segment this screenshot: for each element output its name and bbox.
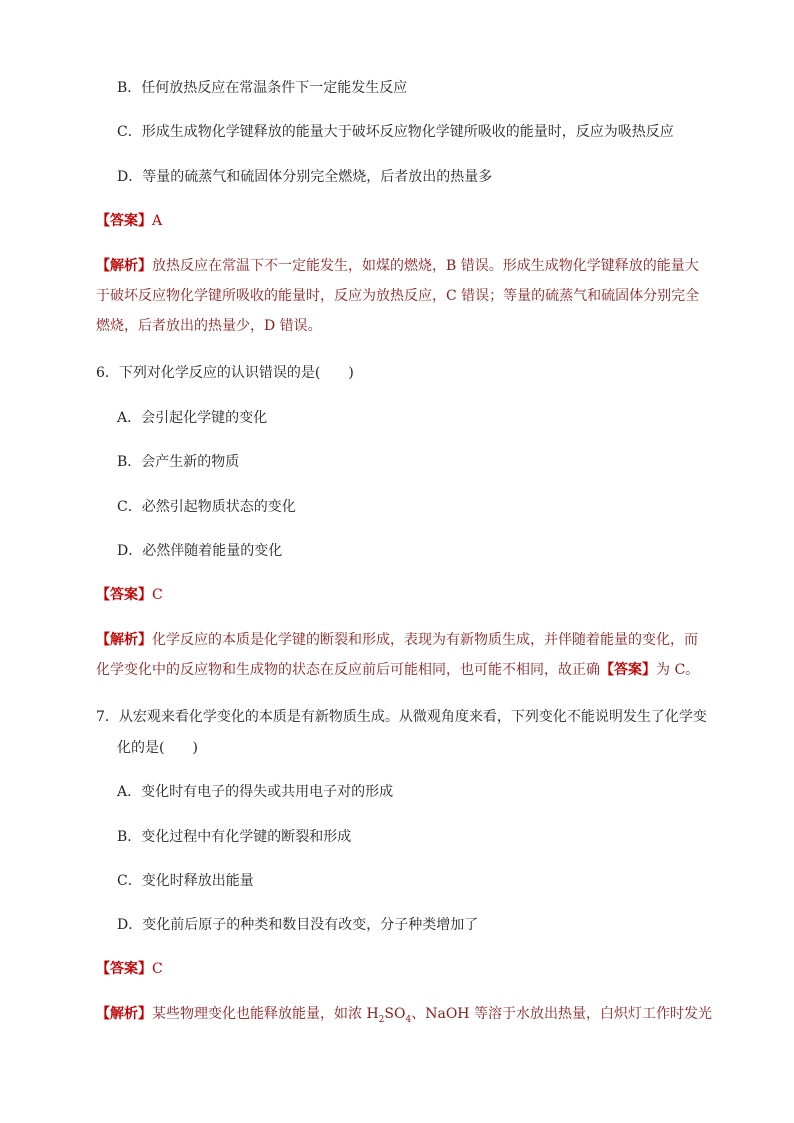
prev-explanation-line-2: 于破坏反应物化学键所吸收的能量时，反应为放热反应，C 错误；等量的硫蒸气和硫固体分别完全 — [96, 288, 700, 304]
q6-explanation-line-1 — [96, 630, 698, 650]
q7-option-b: B．变化过程中有化学键的断裂和形成 — [117, 829, 352, 845]
q6-explanation-line-2 — [96, 660, 699, 680]
explanation-text-end: 为 C。 — [656, 662, 700, 678]
q6-option-c: C．必然引起物质状态的变化 — [117, 499, 296, 515]
q7-option-a: A．变化时有电子的得失或共用电子对的形成 — [117, 784, 394, 800]
q7-option-d: D．变化前后原子的种类和数目没有改变，分子种类增加了 — [117, 917, 479, 933]
q7-explanation-line-1 — [96, 1004, 712, 1024]
q7-option-c: C．变化时释放出能量 — [117, 873, 254, 889]
prev-option-b: B．任何放热反应在常温条件下一定能发生反应 — [117, 80, 408, 96]
prev-option-d: D．等量的硫蒸气和硫固体分别完全燃烧，后者放出的热量多 — [117, 169, 493, 185]
q7-answer — [96, 959, 163, 979]
subscript: 4 — [405, 1014, 412, 1025]
explanation-tag: 【解析】 — [96, 258, 152, 274]
answer-tag: 【答案】 — [96, 587, 152, 603]
explanation-text: 、NaOH 等溶于水放出热量，白炽灯工作时发光 — [411, 1006, 712, 1022]
explanation-text: 某些物理变化也能释放能量，如浓 H — [152, 1006, 379, 1022]
answer-value: C — [152, 961, 163, 977]
q7-stem-line-2: 化的是( ) — [117, 740, 198, 756]
prev-answer — [96, 211, 162, 231]
answer-value: C — [152, 587, 163, 603]
answer-tag-inline: 【答案】 — [600, 662, 656, 678]
explanation-text: 放热反应在常温下不一定能发生，如煤的燃烧，B 错误。形成生成物化学键释放的能量大 — [152, 258, 699, 274]
q6-stem: 6．下列对化学反应的认识错误的是( ) — [96, 365, 354, 381]
prev-option-c: C．形成生成物化学键释放的能量大于破坏反应物化学键所吸收的能量时，反应为吸热反应 — [117, 124, 674, 140]
answer-value: A — [152, 213, 163, 229]
explanation-text: SO — [384, 1006, 406, 1022]
prev-explanation-line-3: 燃烧，后者放出的热量少，D 错误。 — [96, 318, 322, 334]
explanation-tag: 【解析】 — [96, 1006, 152, 1022]
answer-tag: 【答案】 — [96, 961, 152, 977]
answer-tag: 【答案】 — [96, 213, 152, 229]
prev-explanation-line-1 — [96, 256, 699, 276]
explanation-text: 化学变化中的反应物和生成物的状态在反应前后可能相同，也可能不相同，故正确 — [96, 662, 600, 678]
q7-stem-line-1: 7．从宏观来看化学变化的本质是有新物质生成。从微观角度来看，下列变化不能说明发生了化学变 — [96, 709, 707, 725]
q6-option-a: A．会引起化学键的变化 — [117, 410, 268, 426]
explanation-text: 化学反应的本质是化学键的断裂和形成，表现为有新物质生成，并伴随着能量的变化，而 — [152, 632, 698, 648]
q6-answer — [96, 585, 163, 605]
q6-option-d: D．必然伴随着能量的变化 — [117, 543, 283, 559]
subscript: 2 — [378, 1014, 385, 1025]
explanation-tag: 【解析】 — [96, 632, 152, 648]
q6-option-b: B．会产生新的物质 — [117, 454, 240, 470]
